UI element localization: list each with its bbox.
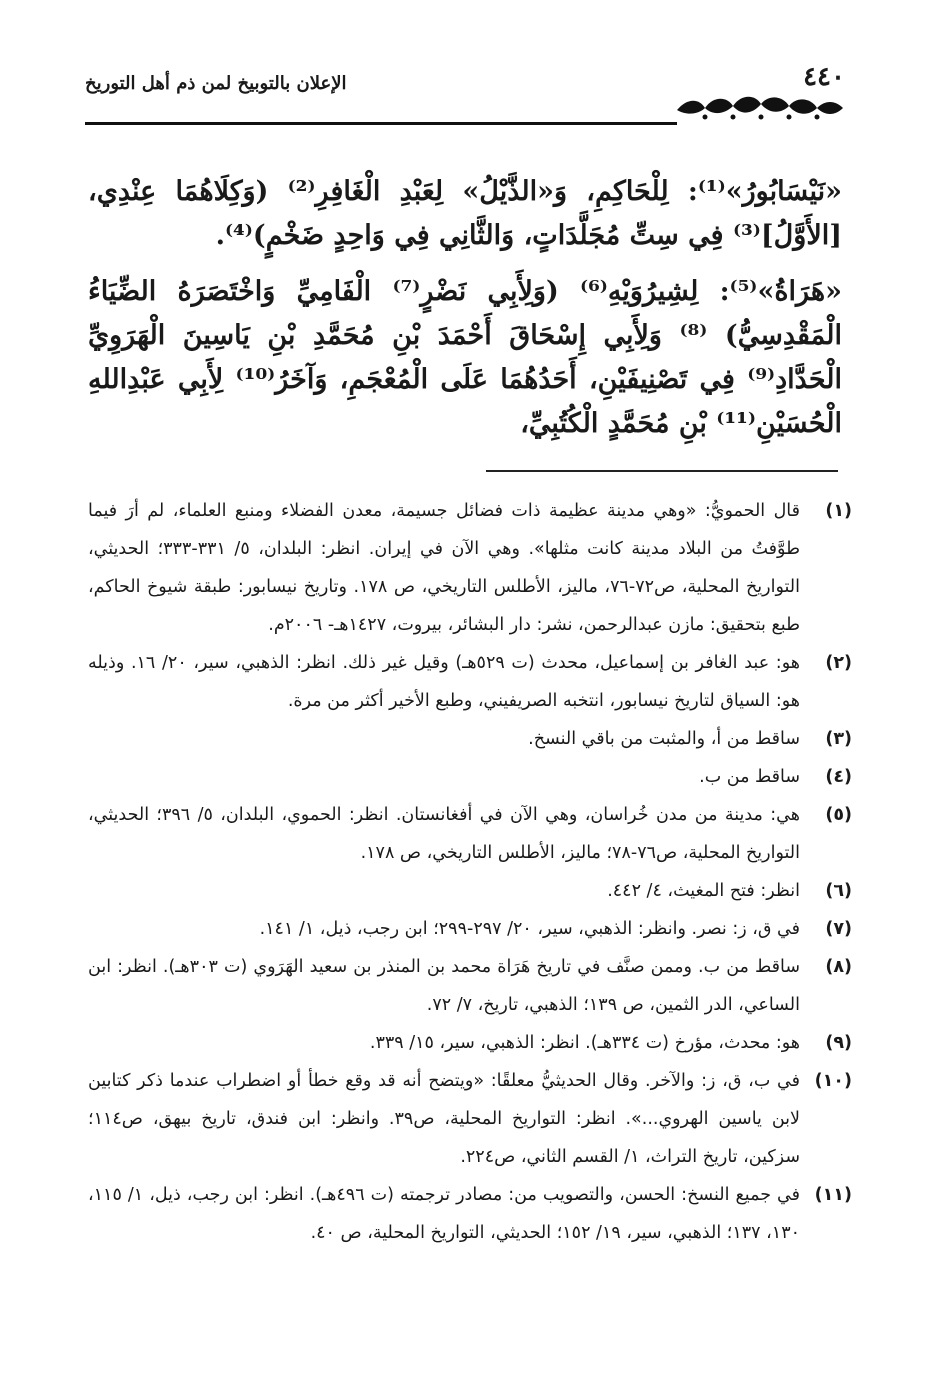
footnotes — [88, 492, 852, 1252]
footnote — [88, 948, 852, 1024]
footnote-number: (٢) — [825, 653, 852, 673]
footnote — [88, 1062, 852, 1176]
footnote — [88, 644, 852, 720]
footnote-text: هو: محدث، مؤرخ (ت ٣٣٤هـ). انظر: الذهبي، سير، ١٥/ ٣٣٩. — [369, 1033, 800, 1053]
footnote-text: في ق، ز: نصر. وانظر: الذهبي، سير، ٢٠/ ٢٩٧-٢٩٩؛ ابن رجب، ذيل، ١/ ١٤١. — [259, 919, 800, 939]
footnote-number: (٧) — [825, 919, 852, 939]
footnote — [88, 1024, 852, 1062]
footnote — [88, 720, 852, 758]
footnote-text: ساقط من ب. — [699, 767, 800, 787]
floral-ornament-icon — [675, 92, 845, 122]
footnote-number: (٨) — [825, 957, 852, 977]
page-header — [85, 62, 845, 122]
footnote-number: (٣) — [825, 729, 852, 749]
footnote — [88, 910, 852, 948]
footnote-number: (٩) — [825, 1033, 852, 1053]
footnote-number: (٥) — [825, 805, 852, 825]
footnote-text: ساقط من ب. وممن صنَّف في تاريخ هَرَاة محمد بن المنذر بن سعيد الهَرَوي (ت ٣٠٣هـ). انظر: ابن الساعي، الدر الثمين، ص ١٣٩؛ الذهبي، تاريخ، ٧/ ٧٢. — [88, 957, 800, 1015]
footnote-number: (٦) — [825, 881, 852, 901]
footnote-text: في جميع النسخ: الحسن، والتصويب من: مصادر ترجمته (ت ٤٩٦هـ). انظر: ابن رجب، ذيل، ١/ ١١٥، ١٣٠، ١٣٧؛ الذهبي، سير، ١٩/ ١٥٢؛ الحديثي، التواريخ المحلية، ص ٤٠. — [88, 1185, 800, 1243]
footnote-text: هو: عبد الغافر بن إسماعيل، محدث (ت ٥٢٩هـ) وقيل غير ذلك. انظر: الذهبي، سير، ٢٠/ ١٦. وذيله هو: السياق لتاريخ نيسابور، انتخبه الصريفيني، وطبع الأخير أكثر من مرة. — [88, 653, 800, 711]
footnote-number: (١٠) — [814, 1071, 852, 1091]
footnote-text: قال الحمويُّ: «وهي مدينة عظيمة ذات فضائل جسيمة، معدن الفضلاء ومنبع العلماء، لم أرَ فيما طوَّفتُ من البلاد مدينة كانت مثلها». وهي الآن في إيران. انظر: البلدان، ٥/ ٣٣١-٣٣٣؛ الحديثي، التواريخ المحلية، ص٧٢-٧٦، ماليز، الأطلس التاريخي، ص ١٧٨. وتاريخ نيسابور: طبقة شيوخ الحاكم، طبع بتحقيق: مازن عبدالرحمن، نشر: دار البشائر، بيروت، ١٤٢٧هـ- ٢٠٠٦م. — [88, 501, 800, 635]
header-rule — [85, 122, 677, 125]
footnote — [88, 492, 852, 644]
footnote — [88, 796, 852, 872]
footnote-text: هي: مدينة من مدن خُراسان، وهي الآن في أفغانستان. انظر: الحموي، البلدان، ٥/ ٣٩٦؛ الحديثي، التواريخ المحلية، ص٧٦-٧٨؛ ماليز، الأطلس التاريخي، ص ١٧٨. — [88, 805, 800, 863]
footnote — [88, 1176, 852, 1252]
footnote — [88, 872, 852, 910]
main-text — [88, 170, 842, 458]
footnote-text: ساقط من أ، والمثبت من باقي النسخ. — [528, 729, 800, 749]
page-number: ٤٤٠ — [803, 62, 845, 92]
paragraph-harat: «هَرَاةُ»⁽⁵⁾: لِشِيرُوَيْهِ⁽⁶⁾ (وَلِأَبِي نَضْرٍ⁽⁷⁾ الْفَامِيِّ وَاخْتَصَرَهُ الضِّيَاءُ الْمَقْدِسِيُّ) ⁽⁸⁾ وَلِأَبِي إِسْحَاقَ أَحْمَدَ بْنِ مُحَمَّدِ بْنِ يَاسِينَ الْهَرَوِيِّ الْحَدَّادِ⁽⁹⁾ فِي تَصْنِيفَيْنِ، أَحَدُهُمَا عَلَى الْمُعْجَمِ، وَآخَرُ⁽¹⁰⁾ لِأَبِي عَبْدِاللهِ الْحُسَيْنِ⁽¹¹⁾ بْنِ مُحَمَّدٍ الْكُتُبِيِّ، — [88, 276, 842, 439]
footnote-number: (٤) — [825, 767, 852, 787]
footnote-number: (١١) — [814, 1185, 852, 1205]
paragraph-naysabur: «نَيْسَابُورُ»⁽¹⁾: لِلْحَاكِمِ، وَ«الذَّيْلُ» لِعَبْدِ الْغَافِرِ⁽²⁾ (وَكِلَاهُمَا عِنْدِي، [الأَوَّلُ]⁽³⁾ فِي سِتِّ مُجَلَّدَاتٍ، وَالثَّانِي فِي وَاحِدٍ ضَخْمٍ)⁽⁴⁾. — [88, 176, 842, 251]
footnote-text: في ب، ق، ز: والآخر. وقال الحديثيُّ معلقًا: «ويتضح أنه قد وقع خطأ أو اضطراب عندما ذكر كتابين لابن ياسين الهروي...». انظر: التواريخ المحلية، ص٣٩. وانظر: ابن فندق، تاريخ بيهق، ص١١٤؛ سزكين، تاريخ التراث، ١/ القسم الثاني، ص٢٢٤. — [88, 1071, 800, 1167]
footnote-number: (١) — [825, 501, 852, 521]
footnote — [88, 758, 852, 796]
running-title: الإعلان بالتوبيخ لمن ذم أهل التوريخ — [85, 73, 347, 94]
footnote-separator — [486, 470, 838, 472]
footnote-text: انظر: فتح المغيث، ٤/ ٤٤٢. — [607, 881, 800, 901]
